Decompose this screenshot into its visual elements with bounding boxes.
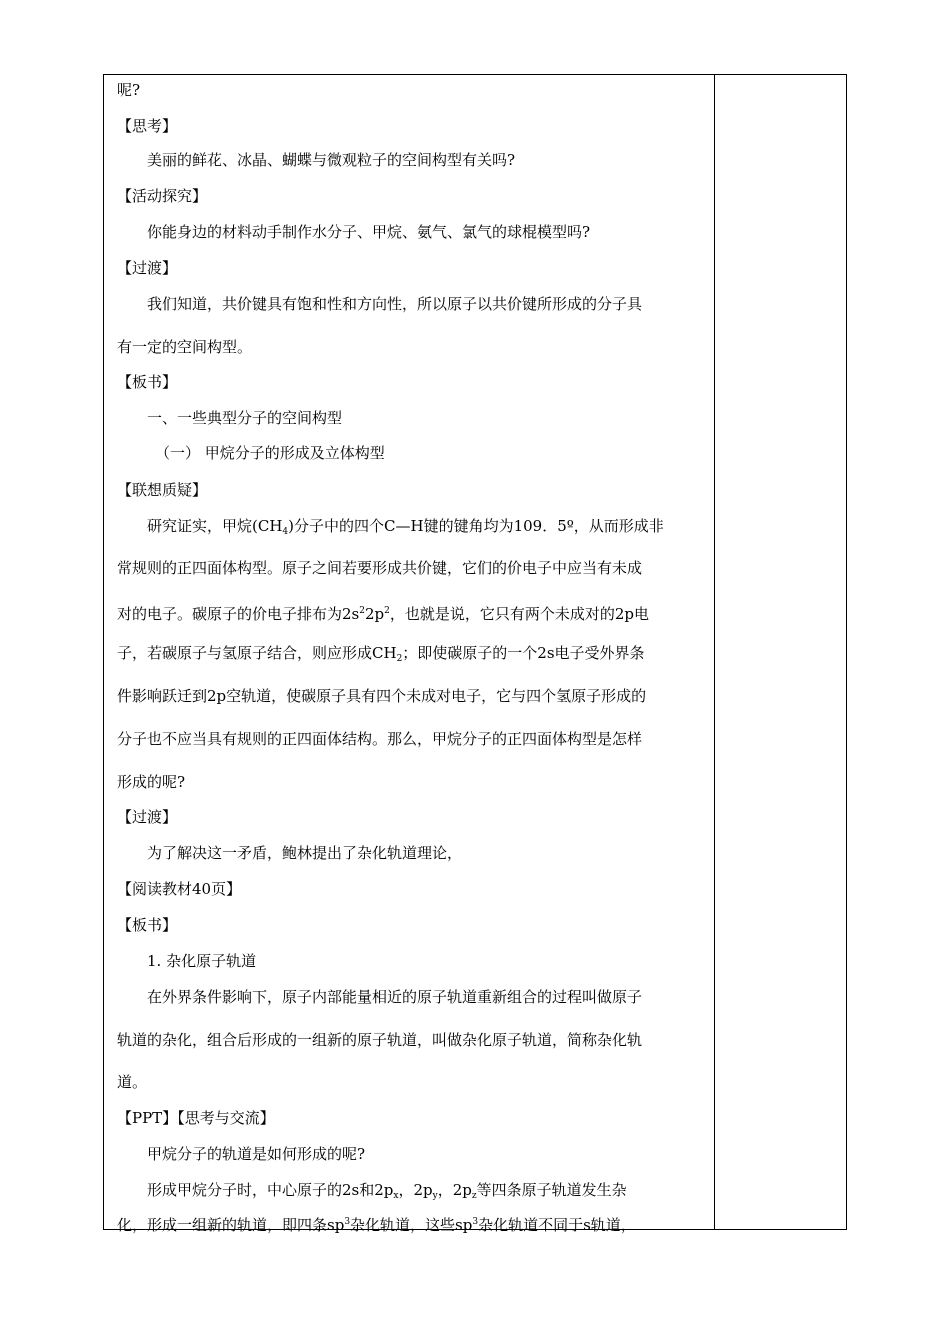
text-run: )分子中的四个C—H键的键角均为109．5º，从而形成非 — [288, 517, 664, 535]
section-heading-ppt: 【PPT】【思考与交流】 — [117, 1109, 275, 1127]
text-run: 子，若碳原子与氢原子结合，则应形成CH — [117, 644, 397, 662]
paragraph-line: 分子也不应当具有规则的正四面体结构。那么，甲烷分子的正四面体构型是怎样 — [117, 730, 643, 748]
text-run: ，2p — [398, 1181, 433, 1199]
section-heading-transition: 【过渡】 — [117, 259, 178, 277]
superscript: 3 — [472, 1217, 479, 1227]
text-run: 杂化轨道，这些sp — [350, 1216, 473, 1234]
paragraph-line: 你能身边的材料动手制作水分子、甲烷、氨气、氯气的球棍模型吗? — [147, 223, 591, 241]
paragraph-line: 轨道的杂化，组合后形成的一组新的原子轨道，叫做杂化原子轨道，简称杂化轨 — [117, 1031, 643, 1049]
subscript: z — [471, 1191, 477, 1201]
section-heading-board: 【板书】 — [117, 373, 178, 391]
paragraph-line: 为了解决这一矛盾，鲍林提出了杂化轨道理论， — [147, 844, 463, 862]
subscript: 4 — [282, 527, 289, 537]
paragraph-line — [117, 1180, 627, 1206]
board-heading: 一、一些典型分子的空间构型 — [147, 409, 343, 427]
paragraph-line — [117, 516, 664, 542]
paragraph-line: 甲烷分子的轨道是如何形成的呢? — [147, 1145, 366, 1163]
text-run: 等四条原子轨道发生杂 — [476, 1181, 627, 1199]
paragraph-line: 我们知道，共价键具有饱和性和方向性，所以原子以共价键所形成的分子具 — [147, 295, 643, 313]
board-subheading: （一） 甲烷分子的形成及立体构型 — [155, 444, 385, 462]
text-run: ；即使碳原子的一个2s电子受外界条 — [402, 644, 645, 662]
paragraph-line: 道。 — [117, 1073, 148, 1091]
subscript: y — [432, 1191, 438, 1201]
section-heading-question: 【联想质疑】 — [117, 481, 208, 499]
section-heading-board: 【板书】 — [117, 916, 178, 934]
text-run: 形成甲烷分子时，中心原子的2s和2p — [147, 1181, 394, 1199]
subscript: x — [393, 1191, 399, 1201]
text-line: 呢? — [117, 81, 141, 99]
text-run: 研究证实，甲烷(CH — [147, 517, 283, 535]
paragraph-line: 在外界条件影响下，原子内部能量相近的原子轨道重新组合的过程叫做原子 — [147, 988, 643, 1006]
superscript: 3 — [344, 1217, 351, 1227]
section-heading-think: 【思考】 — [117, 117, 178, 135]
section-heading-activity: 【活动探究】 — [117, 187, 208, 205]
paragraph-line: 件影响跃迁到2p空轨道，使碳原子具有四个未成对电子，它与四个氢原子形成的 — [117, 687, 647, 705]
paragraph-line: 有一定的空间构型。 — [117, 338, 253, 356]
paragraph-line — [117, 643, 645, 669]
board-heading: 1. 杂化原子轨道 — [147, 952, 257, 970]
paragraph-line — [117, 601, 649, 624]
text-run: 对的电子。碳原子的价电子排布为2s — [117, 605, 360, 623]
subscript: 2 — [396, 654, 403, 664]
column-divider — [714, 75, 715, 1229]
paragraph-line: 美丽的鲜花、冰晶、蝴蝶与微观粒子的空间构型有关吗? — [147, 151, 516, 169]
paragraph-line — [117, 1212, 636, 1235]
text-run: ，2p — [437, 1181, 472, 1199]
superscript: 2 — [384, 606, 390, 616]
paragraph-line: 形成的呢? — [117, 773, 186, 791]
text-run: ，也就是说，它只有两个未成对的2p电 — [389, 605, 650, 623]
text-run: 2p — [364, 605, 385, 623]
section-heading-transition: 【过渡】 — [117, 808, 178, 826]
text-run: 化，形成一组新的轨道，即四条sp — [117, 1216, 345, 1234]
paragraph-line: 常规则的正四面体构型。原子之间若要形成共价键，它们的价电子中应当有未成 — [117, 559, 643, 577]
text-run: 杂化轨道不同于s轨道， — [478, 1216, 636, 1234]
section-heading-reading: 【阅读教材40页】 — [117, 880, 242, 898]
lesson-table — [103, 74, 847, 1234]
superscript: 2 — [359, 606, 365, 616]
